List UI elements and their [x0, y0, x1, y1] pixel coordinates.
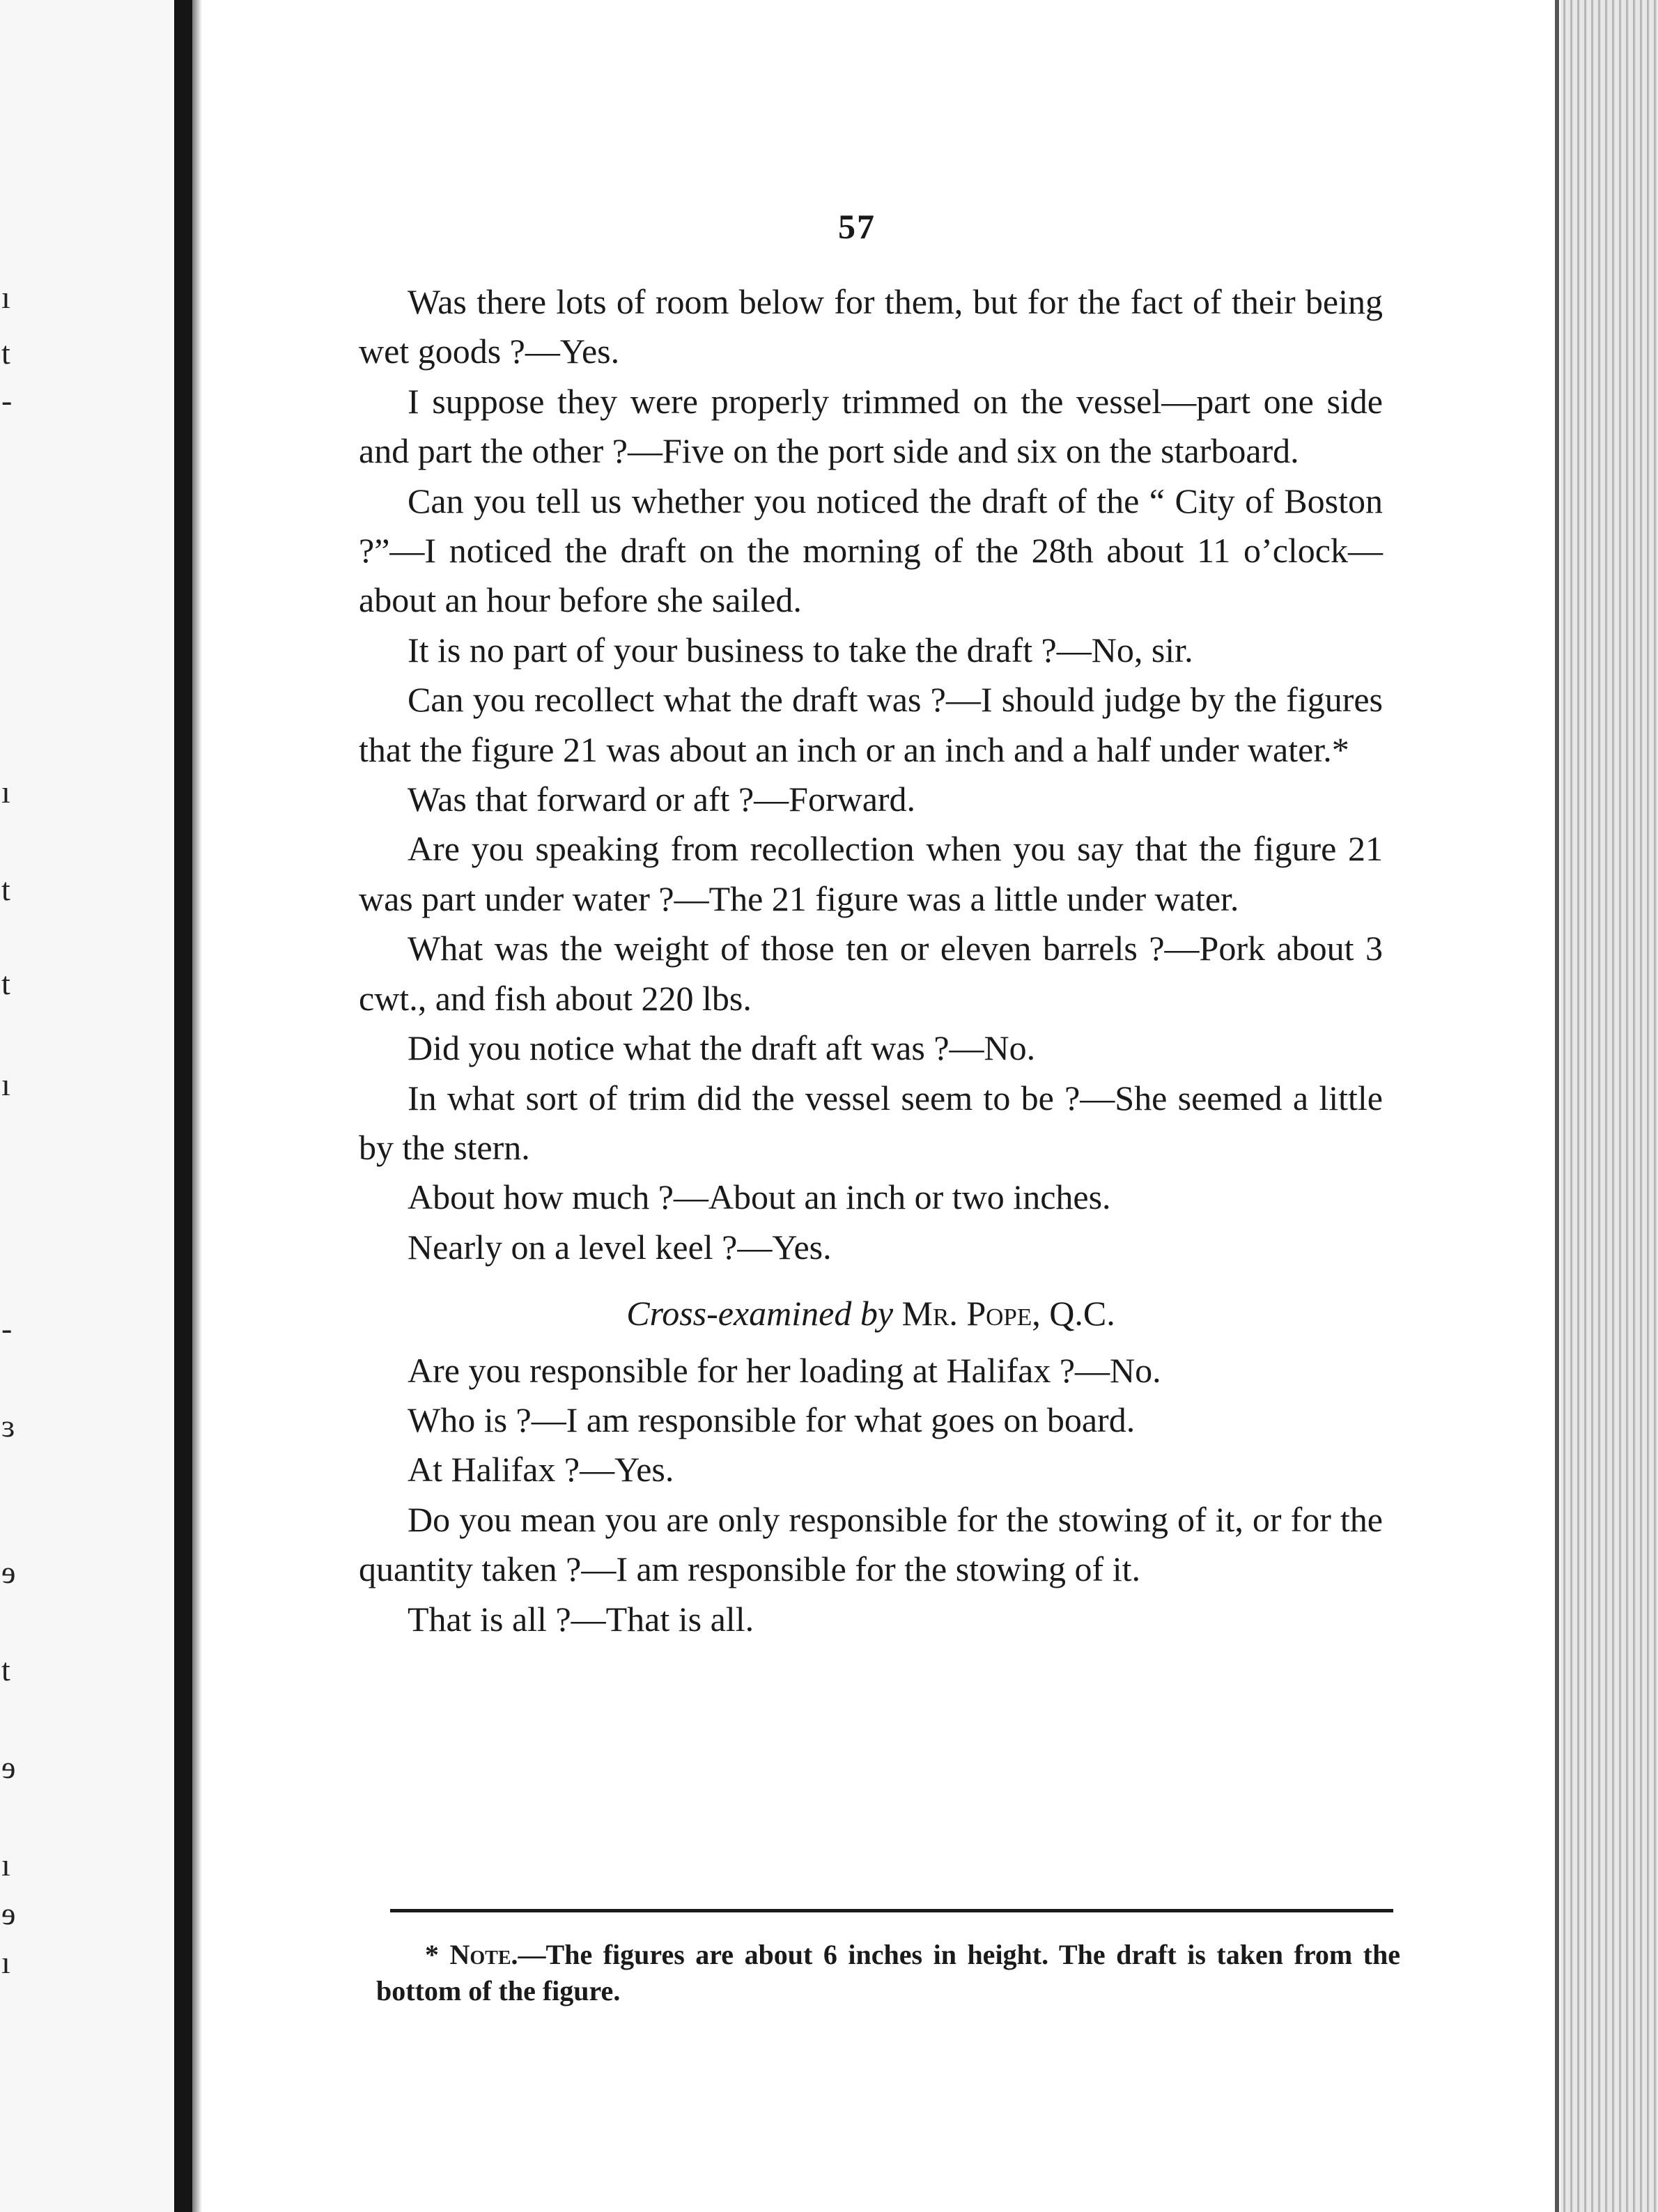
facing-page-fragment: ɜ: [1, 1408, 15, 1444]
paragraph: Can you recollect what the draft was ?—I should judge by the figures that the figure 21 was about an inch or an inch and a half under water.*: [359, 680, 1383, 769]
facing-page-fragment: ɘ: [1, 1896, 16, 1931]
paragraph: I suppose they were properly trimmed on the vessel—part one side and part the other ?—Five on the port side and six on the starboard.: [359, 381, 1383, 471]
gutter-shadow: [192, 0, 202, 2212]
paragraph: At Halifax ?—Yes.: [408, 1450, 674, 1490]
page-number: 57: [838, 207, 876, 246]
facing-page-fragment: -: [1, 382, 13, 418]
facing-page-fragment: ɘ: [1, 1749, 16, 1785]
facing-page-fragment: t: [1, 335, 10, 371]
paragraph: Are you speaking from recollection when you say that the figure 21 was part under water ?—The 21 figure was a little under water.: [359, 829, 1383, 918]
facing-page-fragment: -: [1, 1310, 13, 1346]
subheading-italic: Cross-examined by: [626, 1294, 894, 1333]
page-body: [359, 277, 1383, 1644]
footnote-body: —The figures are about 6 inches in height. The draft is taken from the bottom of the figure.: [376, 1939, 1400, 2006]
facing-page-fragment: ı: [1, 279, 10, 315]
footnote-marker: *: [425, 1939, 439, 1970]
facing-page-fragment: t: [1, 966, 10, 1001]
facing-page-fragment: t: [1, 1652, 10, 1687]
footnote-rule: [390, 1909, 1393, 1912]
paragraph: That is all ?—That is all.: [408, 1599, 754, 1639]
facing-page-fragment: ı: [1, 1847, 10, 1882]
paragraph: In what sort of trim did the vessel seem to be ?—She seemed a little by the stern.: [359, 1078, 1383, 1167]
paragraph: It is no part of your business to take the draft ?—No, sir.: [408, 630, 1193, 670]
facing-page-fragment: ı: [1, 1944, 10, 1980]
paragraph: About how much ?—About an inch or two inches.: [408, 1177, 1111, 1217]
facing-page-fragment: ɘ: [1, 1554, 16, 1590]
section-subheading: [359, 1289, 1383, 1338]
paragraph: Who is ?—I am responsible for what goes on board.: [408, 1400, 1136, 1439]
facing-page-fragment: ı: [1, 774, 10, 810]
facing-page-fragment: ı: [1, 1067, 10, 1102]
page-edge-line: [1555, 0, 1559, 2212]
paragraph: Was that forward or aft ?—Forward.: [408, 780, 916, 819]
paragraph: Are you responsible for her loading at Halifax ?—No.: [408, 1350, 1161, 1390]
facing-page-margin: [0, 0, 174, 2212]
subheading-name: Mr. Pope, Q.C.: [901, 1294, 1115, 1333]
paragraph: Nearly on a level keel ?—Yes.: [408, 1227, 832, 1267]
facing-page-fragment: t: [1, 872, 10, 907]
page-edge: [1560, 0, 1658, 2212]
footnote-label: Note.: [449, 1939, 518, 1970]
paragraph: Can you tell us whether you noticed the draft of the “ City of Boston ?”—I noticed the draft on the morning of the 28th about 11 o’clock—about an hour before she sailed.: [359, 481, 1383, 620]
paragraph: Was there lots of room below for them, but for the fact of their being wet goods ?—Yes.: [359, 282, 1383, 371]
paragraph: What was the weight of those ten or eleven barrels ?—Pork about 3 cwt., and fish about 220 lbs.: [359, 929, 1383, 1018]
footnote: [376, 1937, 1400, 2009]
book-gutter: [174, 0, 192, 2212]
footnote-text: [376, 1937, 1400, 2009]
paragraph: Did you notice what the draft aft was ?—No.: [408, 1028, 1036, 1068]
paragraph: Do you mean you are only responsible for the stowing of it, or for the quantity taken ?—I am responsible for the stowing of it.: [359, 1499, 1383, 1589]
